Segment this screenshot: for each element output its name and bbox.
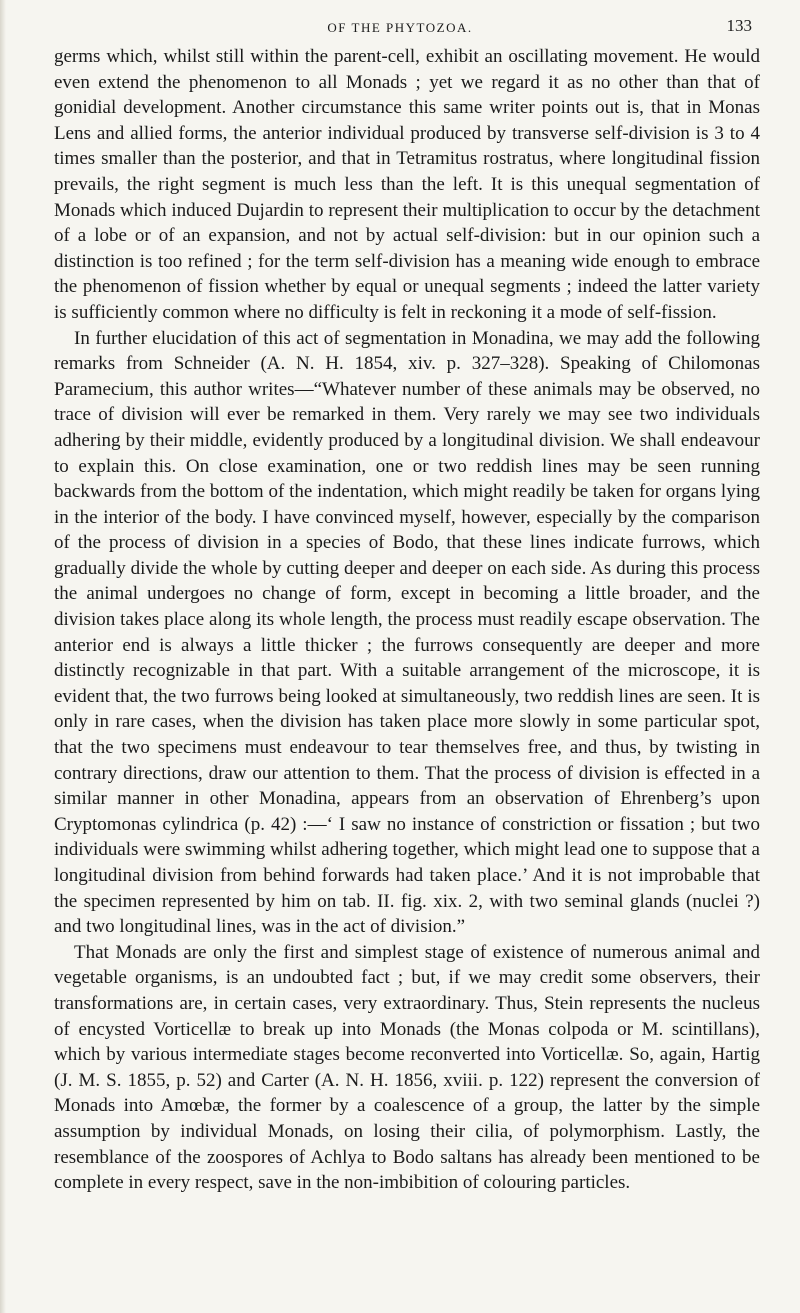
running-head xyxy=(0,10,800,38)
paragraph-schneider-remarks: In further elucidation of this act of segmentation in Monadina, we may add the following remarks from Schneider (A. N. H. 1854, xiv. p. 327–328). Speaking of Chilomonas Paramecium, this author writes—“Whatever number of these animals may be observed, no trace of division will ever be remarked in them. Very rarely we may see two individuals adhering by their middle, evidently produced by a longitudinal division. We shall endeavour to explain this. On close examination, one or two reddish lines may be seen running backwards from the bottom of the indentation, which might readily be taken for organs lying in the interior of the body. I have convinced myself, however, especially by the comparison of the process of division in a species of Bodo, that these lines indicate furrows, which gradually divide the whole by cutting deeper and deeper on each side. As during this process the animal undergoes no change of form, except in becoming a little broader, and the division takes place along its whole length, the process must readily escape observation. The anterior end is always a little thicker ; the furrows consequently are deeper and more distinctly recognizable in that part. With a suitable arrangement of the microscope, it is evident that, the two furrows being looked at simultaneously, two reddish lines are seen. It is only in rare cases, when the division has taken place more slowly in some particular spot, that the two specimens must endeavour to tear themselves free, and thus, by twisting in contrary directions, draw our attention to them. That the process of division is effected in a similar manner in other Monadina, appears from an observation of Ehrenberg’s upon Cryptomonas cylindrica (p. 42) :—‘ I saw no instance of constriction or fissation ; but two individuals were swimming whilst adhering together, which might lead one to suppose that a longitudinal division from behind forwards had taken place.’ And it is not improbable that the specimen represented by him on tab. II. fig. xix. 2, with two seminal glands (nuclei ?) and two longitudinal lines, was in the act of division.” xyxy=(54,327,760,938)
body-text xyxy=(54,44,760,1196)
paragraph-monad-transformations: That Monads are only the first and simplest stage of existence of numerous animal and vegetable organisms, is an undoubted fact ; but, if we may credit some observers, their transformations are, in certain cases, very extraordinary. Thus, Stein represents the nucleus of encysted Vorticellæ to break up into Monads (the Monas colpoda or M. scintillans), which by various intermediate stages become reconverted into Vorticellæ. So, again, Hartig (J. M. S. 1855, p. 52) and Carter (A. N. H. 1856, xviii. p. 122) represent the conversion of Monads into Amœbæ, the former by a coalescence of a group, the latter by the simple assumption by individual Monads, on losing their cilia, of polymorphism. Lastly, the resemblance of the zoospores of Achlya to Bodo saltans has already been mentioned to be complete in every respect, save in the non-imbibition of colouring particles. xyxy=(54,941,760,1194)
paragraph-gonidial-development: germs which, whilst still within the parent-cell, exhibit an oscillating movement. He would even extend the phenomenon to all Monads ; yet we regard it as no other than that of gonidial development. Another circumstance this same writer points out is, that in Monas Lens and allied forms, the anterior individual produced by transverse self-division is 3 to 4 times smaller than the posterior, and that in Tetramitus rostratus, where longitudinal fission prevails, the right segment is much less than the left. It is this unequal segmentation of Monads which induced Dujardin to represent their multiplication to occur by the detachment of a lobe or of an expansion, and not by actual self-division: but in our opinion such a distinction is too refined ; for the term self-division has a meaning wide enough to embrace the phenomenon of fission whether by equal or unequal segments ; indeed the latter variety is sufficiently common where no difficulty is felt in reckoning it a mode of self-fission. xyxy=(54,46,760,323)
page-number: 133 xyxy=(726,16,752,35)
page-gutter-shadow xyxy=(0,0,6,1313)
running-title: OF THE PHYTOZOA. xyxy=(327,20,473,35)
